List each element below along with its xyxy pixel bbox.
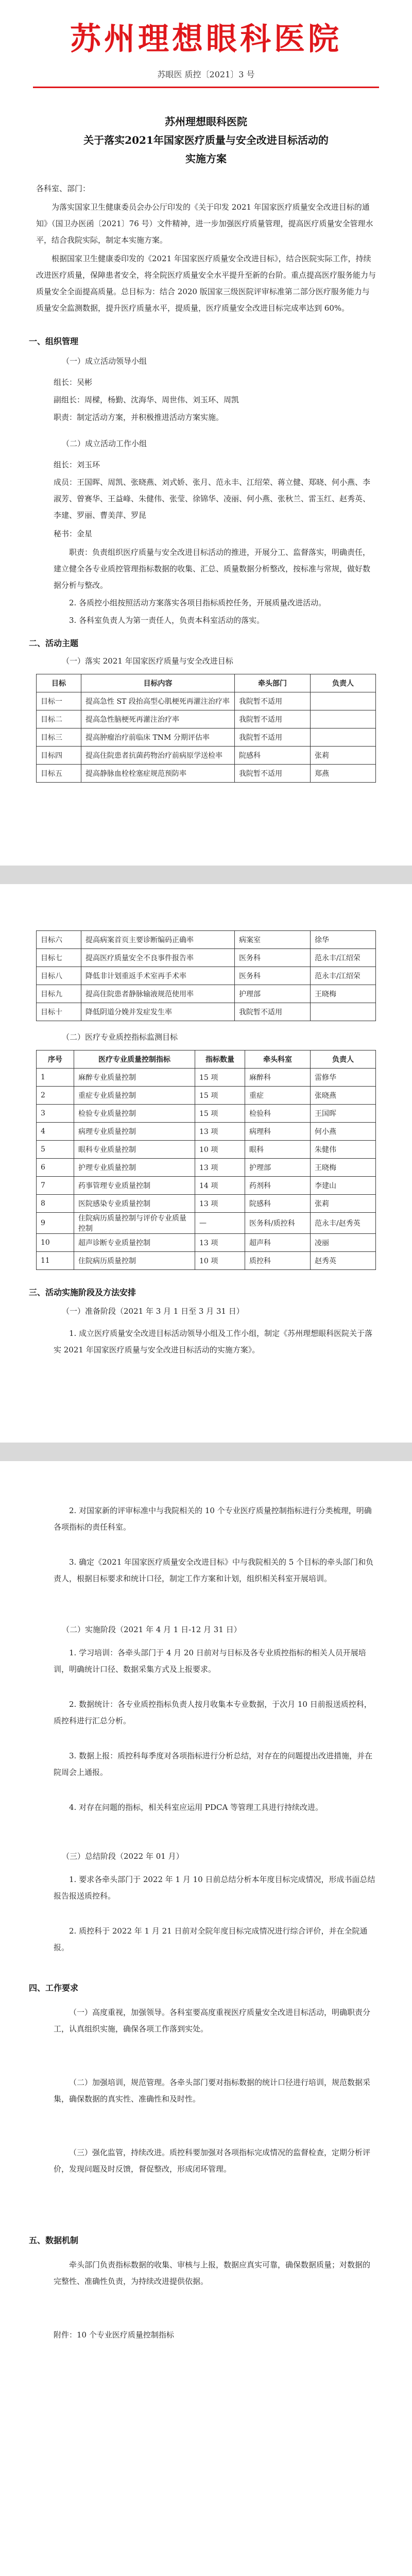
leader-group-duty: 职责：制定活动方案，并积极推进活动方案实施。	[54, 413, 224, 422]
phase-1-text-c: 3. 确定《2021 年国家医疗质量安全改进目标》中与我院相关的 5 个目标的牵头部门和负责人，根据目标要求和统计口径，制定工作方案和计划，组织相关科室开展培训。	[54, 1557, 374, 1583]
phase-3-text-2: 2. 质控科于 2022 年 1 月 21 日前对全院年度目标完成情况进行综合评价，并在全院通报。	[54, 1926, 368, 1952]
attachment-line: 附件：10 个专业医疗质量控制指标	[54, 2330, 174, 2340]
table-cell: 病理专业质量控制	[74, 1123, 195, 1141]
work-group-leader: 组长：刘玉环	[54, 460, 100, 469]
table-cell: 10 项	[195, 1141, 245, 1159]
work-group-members: 成员：王国晖、周凯、张晓燕、刘式娇、张月、范永丰、江绍荣、蒋立健、郑晓、何小燕、李淑芳、曾赛华、王益峰、朱健伟、张莹、徐锦华、凌丽、何小燕、张秋兰、雷玉红、赵秀英、李建、罗丽、曹美萍、罗昆	[54, 478, 371, 520]
table-cell: 徐华	[311, 931, 376, 949]
table-cell: —	[195, 1213, 245, 1234]
section-2-2-heading: （二）医疗专业质控指标监测目标	[62, 1032, 178, 1042]
table-cell: 医务科/质控科	[245, 1213, 311, 1234]
table-row	[37, 728, 376, 747]
table-cell: 护理部	[235, 985, 311, 1003]
page-separator	[0, 1443, 412, 1461]
table-cell: 张莉	[311, 747, 376, 765]
table-cell: 目标二	[37, 710, 81, 728]
table-cell: 张莉	[311, 1195, 376, 1213]
table-cell: 医院感染专业质量控制	[74, 1195, 195, 1213]
table-row	[37, 1123, 376, 1141]
table-cell: 13 项	[195, 1159, 245, 1177]
table-cell: 住院病历质量控制	[74, 1252, 195, 1270]
salutation: 各科室、部门：	[36, 184, 91, 193]
table-cell: 提高病案首页主要诊断编码正确率	[81, 931, 235, 949]
table-cell: 朱健伟	[311, 1141, 376, 1159]
table-cell: 眼科	[245, 1141, 311, 1159]
table-cell: 眼科专业质量控制	[74, 1141, 195, 1159]
column-header: 指标数量	[195, 1050, 245, 1069]
leader-group-members: 副组长：周樑，杨勤、沈海华、周世伟、刘玉环、周凯	[54, 395, 239, 404]
table-row	[37, 1159, 376, 1177]
work-group-note-3: 3. 各科室负责人为第一责任人，负责本科室活动的落实。	[69, 616, 265, 625]
doc-number: 苏眼医 质控〔2021〕3 号	[157, 70, 255, 79]
table-cell: 护理部	[245, 1159, 311, 1177]
table-cell: 院感科	[245, 1195, 311, 1213]
column-header: 负责人	[311, 1050, 376, 1069]
table-cell: 14 项	[195, 1177, 245, 1195]
table-cell	[311, 728, 376, 747]
table-cell: 降低阴道分娩并发症发生率	[81, 1003, 235, 1021]
table-cell: 凌丽	[311, 1234, 376, 1252]
work-group-duty: 职责：负责组织医疗质量与安全改进目标活动的推进，开展分工、监督落实，明确责任，建立健全各专业质控管理指标数据的收集、汇总、质量数据分析整改，按标准与常规，做好数据分析与整改。	[54, 548, 371, 590]
section-4-heading: 四、工作要求	[29, 1983, 79, 1993]
table-cell: 目标四	[37, 747, 81, 765]
table-row	[37, 1141, 376, 1159]
table-cell: 提高急性脑梗死再灌注治疗率	[81, 710, 235, 728]
table-row	[37, 710, 376, 728]
table-cell: 15 项	[195, 1105, 245, 1123]
table-cell: 提高急性 ST 段抬高型心肌梗死再灌注治疗率	[81, 692, 235, 710]
leader-group-leader: 组长：吴彬	[54, 378, 93, 387]
table-cell: 检验科	[245, 1105, 311, 1123]
table-cell: 11	[37, 1252, 74, 1270]
table-row	[37, 1087, 376, 1105]
national-goals-table-cont	[36, 930, 376, 1021]
table-header-row	[37, 1050, 376, 1069]
table-row	[37, 949, 376, 967]
table-cell: 重症专业质量控制	[74, 1087, 195, 1105]
table-cell: 10 项	[195, 1252, 245, 1270]
phase-1-heading: （一）准备阶段（2021 年 3 月 1 日至 3 月 31 日）	[62, 1307, 244, 1316]
red-divider	[33, 87, 379, 88]
table-cell: 病理科	[245, 1123, 311, 1141]
section-1-heading: 一、组织管理	[29, 336, 79, 346]
section-1-1-heading: （一）成立活动领导小组	[62, 357, 147, 366]
table-cell: 范永丰/江绍荣	[311, 949, 376, 967]
table-cell: 超声诊断专业质量控制	[74, 1234, 195, 1252]
table-cell: 降低非计划重返手术室再手术率	[81, 967, 235, 985]
table-cell: 5	[37, 1141, 74, 1159]
page-2	[0, 884, 412, 1443]
table-cell: 目标三	[37, 728, 81, 747]
table-cell: 麻醉科	[245, 1069, 311, 1087]
table-cell: 目标十	[37, 1003, 81, 1021]
table-cell: 2	[37, 1087, 74, 1105]
table-cell: 我院暂不适用	[235, 692, 311, 710]
requirement-1: （一）高度重视，加强领导。各科室要高度重视医疗质量安全改进目标活动，明确职责分工，认真组织实施，确保各项工作落到实处。	[54, 2008, 371, 2033]
national-goals-table	[36, 674, 376, 783]
section-2-1-heading: （一）落实 2021 年国家医疗质量与安全改进目标	[62, 656, 233, 666]
table-cell: 目标九	[37, 985, 81, 1003]
table-row	[37, 967, 376, 985]
table-cell: 13 项	[195, 1234, 245, 1252]
phase-2-text-1: 1. 学习培训：各牵头部门于 4 月 20 日前对与目标及各专业质控指标的相关人员开展培训，明确统计口径、数据采集方式及上报要求。	[54, 1648, 366, 1674]
title-line-2: 关于落实2021年国家医疗质量与安全改进目标活动的	[83, 134, 329, 146]
table-header-row	[37, 674, 376, 692]
table-cell: 4	[37, 1123, 74, 1141]
table-row	[37, 747, 376, 765]
table-cell: 7	[37, 1177, 74, 1195]
table-cell: 目标八	[37, 967, 81, 985]
table-cell: 王晓梅	[311, 1159, 376, 1177]
section-1-2-heading: （二）成立活动工作小组	[62, 439, 147, 448]
table-cell: 范永丰/赵秀英	[311, 1213, 376, 1234]
phase-1-text-b: 2. 对国家新的评审标准中与我院相关的 10 个专业医疗质量控制指标进行分类梳理，明确各项指标的责任科室。	[54, 1506, 372, 1532]
table-row	[37, 692, 376, 710]
requirement-3: （三）强化监管，持续改进。质控科要加强对各项指标完成情况的监督检查，定期分析评价，发现问题及时反馈，督促整改，形成闭环管理。	[54, 2148, 371, 2174]
table-cell: 10	[37, 1234, 74, 1252]
column-header: 目标内容	[81, 674, 235, 692]
table-cell: 超声科	[245, 1234, 311, 1252]
work-group-secretary: 秘书：金星	[54, 529, 93, 538]
table-cell: 目标七	[37, 949, 81, 967]
section-5-heading: 五、数据机制	[29, 2235, 79, 2245]
table-cell: 我院暂不适用	[235, 728, 311, 747]
table-cell	[311, 692, 376, 710]
table-cell: 张晓燕	[311, 1087, 376, 1105]
table-cell: 重症	[245, 1087, 311, 1105]
table-cell: 目标一	[37, 692, 81, 710]
table-cell: 何小燕	[311, 1123, 376, 1141]
section-3-heading: 三、活动实施阶段及方法安排	[29, 1287, 136, 1297]
phase-1-text: 1. 成立医疗质量安全改进目标活动领导小组及工作小组，制定《苏州理想眼科医院关于落实 2021 年国家医疗质量与安全改进目标活动的实施方案》。	[54, 1329, 373, 1354]
title-line-3: 实施方案	[185, 152, 227, 165]
table-cell: 提高住院患者静脉输液规范使用率	[81, 985, 235, 1003]
table-cell: 医务科	[235, 967, 311, 985]
table-cell: 检验专业质量控制	[74, 1105, 195, 1123]
phase-2-heading: （二）实施阶段（2021 年 4 月 1 日-12 月 31 日）	[62, 1625, 242, 1634]
column-header: 医疗专业质量控制指标	[74, 1050, 195, 1069]
column-header: 负责人	[311, 674, 376, 692]
table-cell: 目标五	[37, 765, 81, 783]
table-row	[37, 985, 376, 1003]
phase-3-heading: （三）总结阶段（2022 年 01 月）	[62, 1852, 184, 1861]
table-cell: 质控科	[245, 1252, 311, 1270]
requirement-2: （二）加强培训，规范管理。各牵头部门要对指标数据的统计口径进行培训，规范数据采集，确保数据的真实性、准确性和及时性。	[54, 2078, 371, 2104]
table-cell: 郑燕	[311, 765, 376, 783]
specialty-indicators-table	[36, 1050, 376, 1270]
phase-3-text-1: 1. 要求各牵头部门于 2022 年 1 月 10 日前总结分析本年度目标完成情况，形成书面总结报告报送质控科。	[54, 1875, 375, 1901]
phase-2-text-3: 3. 数据上报：质控科每季度对各项指标进行分析总结，对存在的问题提出改进措施，并在院周会上通报。	[54, 1751, 373, 1777]
table-cell: 6	[37, 1159, 74, 1177]
column-header: 牵头科室	[245, 1050, 311, 1069]
table-cell: 提高医疗质量安全不良事件报告率	[81, 949, 235, 967]
page-1	[0, 0, 412, 866]
table-cell: 院感科	[235, 747, 311, 765]
table-row	[37, 765, 376, 783]
table-row	[37, 1069, 376, 1087]
intro-paragraph-2: 根据国家卫生健康委印发的《2021 年国家医疗质量安全改进目标》，结合医院实际工作，持续改进医疗质量，保障患者安全，将全院医疗质量安全水平提升至新的台阶。重点提高医疗服务能力与质量安全全面提高质量。总目标为：结合 2020 版国家三级医院评审标准第二部分医疗服务能力与质量安全监测数据，提升医疗质量水平，提质量，医疗质量安全改进目标完成率达到 60%。	[36, 254, 376, 313]
phase-2-text-2: 2. 数据统计：各专业质控指标负责人按月收集本专业数据，于次月 10 日前报送质控科，质控科进行汇总分析。	[54, 1700, 372, 1725]
table-cell: 王晓梅	[311, 985, 376, 1003]
org-name-header: 苏州理想眼科医院	[70, 21, 342, 57]
page-3	[0, 1461, 412, 2576]
table-cell: 目标六	[37, 931, 81, 949]
table-cell: 1	[37, 1069, 74, 1087]
table-cell: 麻醉专业质量控制	[74, 1069, 195, 1087]
table-cell: 13 项	[195, 1195, 245, 1213]
column-header: 目标	[37, 674, 81, 692]
table-cell	[311, 1003, 376, 1021]
table-row	[37, 1213, 376, 1234]
table-cell: 我院暂不适用	[235, 765, 311, 783]
table-cell: 提高住院患者抗菌药物治疗前病原学送检率	[81, 747, 235, 765]
table-cell: 8	[37, 1195, 74, 1213]
table-cell	[311, 710, 376, 728]
table-cell: 9	[37, 1213, 74, 1234]
table-cell: 王国晖	[311, 1105, 376, 1123]
table-cell: 李建山	[311, 1177, 376, 1195]
table-cell: 15 项	[195, 1087, 245, 1105]
table-row	[37, 1252, 376, 1270]
table-row	[37, 1003, 376, 1021]
table-cell: 医务科	[235, 949, 311, 967]
column-header: 牵头部门	[235, 674, 311, 692]
column-header: 序号	[37, 1050, 74, 1069]
table-cell: 赵秀英	[311, 1252, 376, 1270]
table-cell: 15 项	[195, 1069, 245, 1087]
table-cell: 药事管理专业质量控制	[74, 1177, 195, 1195]
table-cell: 病案室	[235, 931, 311, 949]
table-row	[37, 1105, 376, 1123]
title-line-1: 苏州理想眼科医院	[165, 115, 247, 128]
page-separator	[0, 866, 412, 884]
table-cell: 护理专业质量控制	[74, 1159, 195, 1177]
table-cell: 药剂科	[245, 1177, 311, 1195]
table-row	[37, 931, 376, 949]
table-row	[37, 1234, 376, 1252]
table-cell: 范永丰/江绍荣	[311, 967, 376, 985]
section-2-heading: 二、活动主题	[29, 638, 79, 648]
table-cell: 提高肿瘤治疗前临床 TNM 分期评估率	[81, 728, 235, 747]
table-row	[37, 1177, 376, 1195]
table-cell: 提高静脉血栓栓塞症规范预防率	[81, 765, 235, 783]
table-cell: 13 项	[195, 1123, 245, 1141]
table-cell: 住院病历质量控制与评价专业质量控制	[74, 1213, 195, 1234]
intro-paragraph-1: 为落实国家卫生健康委员会办公厅印发的《关于印发 2021 年国家医疗质量安全改进目标的通知》（国卫办医函〔2021〕76 号）文件精神，进一步加强医疗质量管理，提高医疗质量安全管理水平，结合我院实际，制定本实施方案。	[36, 202, 373, 245]
data-mechanism-text: 牵头部门负责指标数据的收集、审核与上报，数据应真实可靠，确保数据质量；对数据的完整性、准确性负责，为持续改进提供依据。	[54, 2260, 371, 2286]
work-group-note-2: 2. 各质控小组按照活动方案落实各项目指标质控任务，开展质量改进活动。	[69, 598, 327, 607]
table-row	[37, 1195, 376, 1213]
phase-2-text-4: 4. 对存在问题的指标，相关科室应运用 PDCA 等管理工具进行持续改进。	[69, 1803, 323, 1812]
table-cell: 3	[37, 1105, 74, 1123]
table-cell: 雷修华	[311, 1069, 376, 1087]
table-cell: 我院暂不适用	[235, 1003, 311, 1021]
table-cell: 我院暂不适用	[235, 710, 311, 728]
